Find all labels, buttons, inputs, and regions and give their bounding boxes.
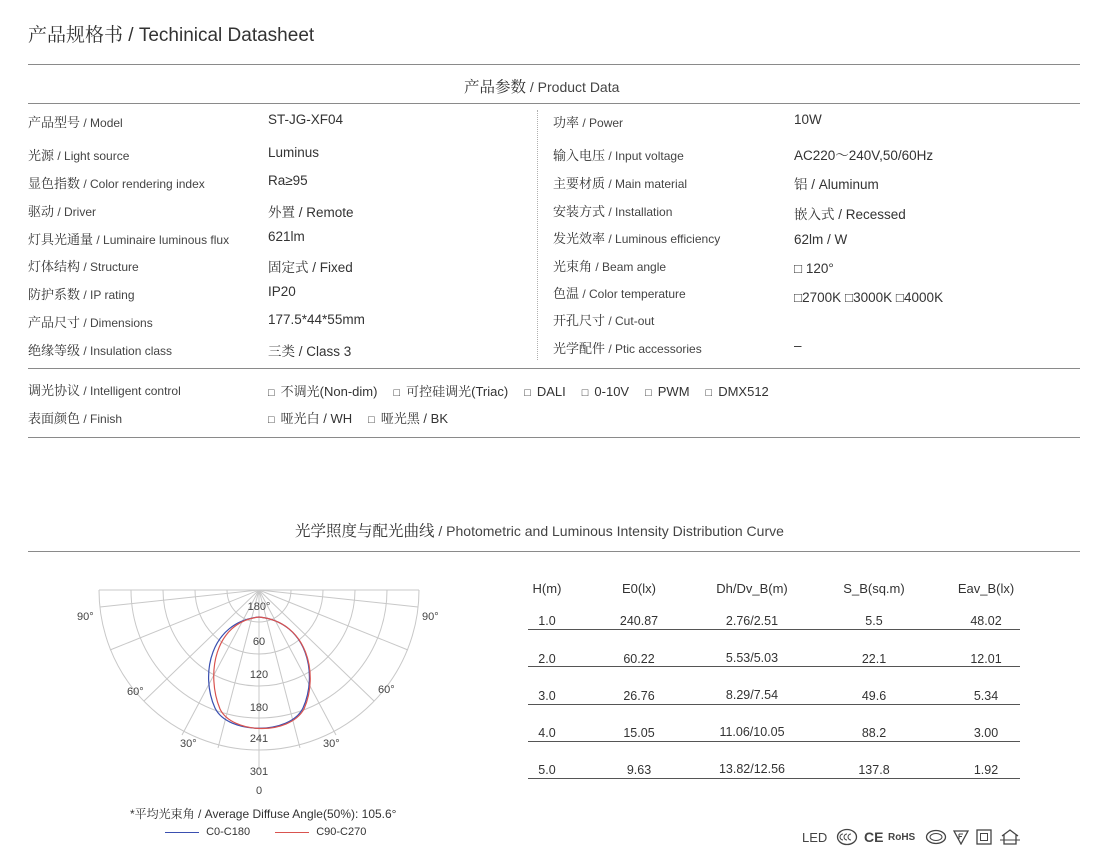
- spec-label-zh: 色温: [553, 286, 580, 301]
- angle-label: 30°: [180, 738, 197, 750]
- divider: [28, 368, 1080, 369]
- table-cell: 5.5: [865, 614, 883, 628]
- spec-label: [553, 201, 672, 220]
- control-option[interactable]: [393, 381, 508, 400]
- checkbox-icon[interactable]: □: [524, 387, 531, 399]
- table-cell: 9.63: [626, 763, 652, 777]
- option-label: 哑光白 / WH: [280, 411, 353, 426]
- spec-value-insulation: 三类 / Class 3: [268, 344, 352, 359]
- spec-value-optics: –: [794, 338, 802, 353]
- legend-swatch-c90: [275, 832, 309, 833]
- table-row-line: [528, 666, 1020, 667]
- spec-label-zh: 光学配件: [553, 341, 606, 356]
- spec-value-ip: IP20: [268, 284, 296, 299]
- table-cell: 2.76/2.51: [725, 614, 779, 628]
- spec-label: [28, 229, 229, 248]
- table-cell: 15.05: [623, 726, 655, 740]
- radial-label: 301: [249, 766, 269, 778]
- spec-value-beam-angle: □ 120°: [794, 261, 834, 276]
- spec-label-en: / IP rating: [80, 288, 135, 302]
- checkbox-icon[interactable]: □: [368, 414, 375, 426]
- control-option[interactable]: [645, 384, 689, 399]
- spec-label-zh: 开孔尺寸: [553, 313, 606, 328]
- spec-label-zh: 灯具光通量: [28, 232, 94, 247]
- angle-label: 60°: [378, 684, 395, 696]
- spec-value-efficiency: 62lm / W: [794, 232, 848, 247]
- checkbox-icon[interactable]: □: [268, 414, 275, 426]
- table-cell: 11.06/10.05: [719, 725, 785, 739]
- spec-label-en: / Cut-out: [605, 314, 655, 328]
- divider: [28, 64, 1080, 65]
- option-label: PWM: [657, 384, 690, 399]
- spec-label: [553, 256, 666, 275]
- option-label: 0-10V: [594, 384, 630, 399]
- table-cell: 240.87: [619, 614, 659, 628]
- spec-label-zh: 功率: [553, 115, 580, 130]
- spec-label: [28, 340, 172, 359]
- spec-label-en: / Dimensions: [80, 316, 153, 330]
- spec-label-en: / Luminous efficiency: [605, 232, 721, 246]
- ccc-icon: [836, 828, 858, 846]
- table-cell: 48.02: [970, 614, 1002, 628]
- table-cell: 26.76: [623, 689, 655, 703]
- divider: [28, 551, 1080, 552]
- checkbox-icon[interactable]: □: [581, 387, 589, 399]
- product-data-title-zh: 产品参数: [464, 79, 527, 96]
- angle-label: 90°: [422, 611, 439, 623]
- table-cell: 1.92: [973, 763, 999, 777]
- finish-label-zh: 表面颜色: [28, 411, 81, 426]
- bottom-label: 0: [255, 785, 263, 797]
- table-cell: 22.1: [861, 652, 887, 666]
- spec-label-en: / Driver: [54, 205, 97, 219]
- table-cell: 5.0: [538, 763, 556, 777]
- spec-label-zh: 安装方式: [553, 204, 606, 219]
- spec-label: [553, 173, 687, 192]
- spec-label-en: / Color temperature: [579, 287, 686, 301]
- finish-option[interactable]: [268, 408, 352, 427]
- spec-label: [553, 283, 686, 302]
- photometric-title: [295, 519, 784, 541]
- finish-label: [28, 408, 122, 427]
- finish-options: [268, 408, 464, 427]
- spec-label-zh: 显色指数: [28, 176, 81, 191]
- spec-label-zh: 驱动: [28, 204, 55, 219]
- polar-legend: [165, 826, 366, 838]
- divider: [28, 103, 1080, 104]
- spec-label-en: / Ptic accessories: [605, 342, 702, 356]
- table-cell: 13.82/12.56: [718, 762, 786, 776]
- option-label: DALI: [536, 384, 566, 399]
- spec-label-zh: 灯体结构: [28, 259, 81, 274]
- spec-value-cri: Ra≥95: [268, 173, 308, 188]
- polar-diagram: [60, 570, 470, 800]
- ce-mark: CE: [864, 829, 884, 845]
- f-mark-icon: [953, 829, 969, 845]
- spec-label: [28, 201, 96, 220]
- polar-spoke: [259, 590, 408, 650]
- table-cell: 3.00: [973, 726, 999, 740]
- divider: [28, 437, 1080, 438]
- spec-label-en: / Structure: [80, 260, 139, 274]
- spec-label: [28, 173, 205, 192]
- spec-label: [553, 112, 623, 131]
- polar-spoke: [110, 590, 259, 650]
- checkbox-icon[interactable]: □: [645, 387, 652, 399]
- finish-label-en: / Finish: [80, 412, 123, 426]
- spec-label-zh: 光束角: [553, 259, 593, 274]
- spec-value-material: 铝 / Aluminum: [794, 177, 879, 192]
- spec-value-driver: 外置 / Remote: [268, 205, 354, 220]
- option-label: DMX512: [718, 384, 769, 399]
- spec-label-zh: 主要材质: [553, 176, 606, 191]
- table-row-line: [528, 704, 1020, 705]
- spec-label-en: / Power: [579, 116, 624, 130]
- spec-label-en: / Main material: [605, 177, 688, 191]
- radial-label: 241: [249, 733, 269, 745]
- finish-option[interactable]: [368, 408, 448, 427]
- control-label-zh: 调光协议: [28, 383, 81, 398]
- spec-label-zh: 产品型号: [28, 115, 81, 130]
- option-label: 不调光(Non-dim): [280, 384, 378, 399]
- spec-value-light-source: Luminus: [268, 145, 320, 160]
- table-cell: 3.0: [538, 689, 556, 703]
- radial-label: 120: [249, 669, 269, 681]
- option-label: 哑光黑 / BK: [380, 411, 448, 426]
- spec-label: [553, 310, 654, 329]
- spec-label-en: / Installation: [605, 205, 673, 219]
- spec-label: [553, 338, 702, 357]
- spec-value-installation: 嵌入式 / Recessed: [794, 207, 906, 222]
- table-row-line: [528, 629, 1020, 630]
- column-divider: [537, 110, 538, 360]
- photometric-title-zh: 光学照度与配光曲线: [295, 523, 435, 540]
- table-header: H(m): [532, 581, 562, 596]
- option-label: 可控硅调光(Triac): [406, 384, 509, 399]
- polar-spoke: [259, 590, 418, 607]
- table-cell: 60.22: [623, 652, 655, 666]
- table-cell: 5.34: [973, 689, 999, 703]
- spec-label: [553, 228, 720, 247]
- spec-label-zh: 发光效率: [553, 231, 606, 246]
- radial-label: 180: [249, 702, 269, 714]
- table-cell: 88.2: [861, 726, 887, 740]
- pse-icon: [925, 829, 947, 845]
- spec-label-zh: 绝缘等级: [28, 343, 81, 358]
- spec-label-en: / Light source: [54, 149, 130, 163]
- spec-label-en: / Input voltage: [605, 149, 684, 163]
- legend-label: C90-C270: [316, 826, 367, 838]
- spec-value-dimensions: 177.5*44*55mm: [268, 312, 365, 327]
- class-ii-icon: [976, 829, 992, 845]
- spec-label: [28, 112, 123, 131]
- spec-label-en: / Beam angle: [592, 260, 667, 274]
- spec-value-power: 10W: [794, 112, 822, 127]
- checkbox-icon[interactable]: □: [393, 387, 401, 399]
- angle-label: 60°: [127, 686, 144, 698]
- rohs-mark: RoHS: [888, 832, 916, 843]
- spec-label-zh: 防护系数: [28, 287, 81, 302]
- control-option[interactable]: [706, 384, 769, 399]
- table-row-line: [528, 778, 1020, 779]
- angle-label: 30°: [323, 738, 340, 750]
- spec-value-model: ST-JG-XF04: [268, 112, 344, 127]
- angle-label: 90°: [77, 611, 94, 623]
- polar-spoke: [100, 590, 259, 607]
- table-cell: 5.53/5.03: [725, 651, 779, 665]
- legend-label: C0-C180: [206, 826, 251, 838]
- spec-label-zh: 光源: [28, 148, 55, 163]
- spec-label-en: / Color rendering index: [80, 177, 205, 191]
- insulation-cover-icon: [1000, 828, 1020, 846]
- spec-label: [28, 312, 153, 331]
- spec-label-en: / Luminaire luminous flux: [93, 233, 230, 247]
- checkbox-icon[interactable]: □: [705, 387, 713, 399]
- page-title: 产品规格书 / Techinical Datasheet: [28, 25, 315, 46]
- control-option[interactable]: [582, 384, 629, 399]
- table-cell: 49.6: [861, 689, 887, 703]
- table-header: Dh/Dv_B(m): [716, 581, 788, 596]
- table-cell: 1.0: [538, 614, 556, 628]
- product-data-title: [464, 75, 619, 97]
- spec-label: [28, 284, 135, 303]
- control-label-en: / Intelligent control: [80, 384, 181, 398]
- table-cell: 2.0: [538, 652, 556, 666]
- legend-swatch-c0: [165, 832, 199, 833]
- spec-value-structure: 固定式 / Fixed: [268, 260, 353, 275]
- control-option[interactable]: [524, 384, 566, 399]
- top-label: 180°: [247, 601, 271, 613]
- photometric-title-en: / Photometric and Luminous Intensity Distribution Curve: [434, 523, 784, 539]
- table-cell: 137.8: [858, 763, 890, 777]
- spec-label: [28, 256, 139, 275]
- polar-caption: *平均光束角 / Average Diffuse Angle(50%): 105.6°: [130, 807, 397, 821]
- radial-label: 60: [252, 636, 266, 648]
- product-data-title-en: / Product Data: [526, 79, 620, 95]
- spec-value-flux: 621lm: [268, 229, 305, 244]
- control-option[interactable]: [268, 381, 377, 400]
- control-options: [268, 381, 785, 400]
- table-cell: 12.01: [970, 652, 1002, 666]
- spec-value-voltage: AC220～240V,50/60Hz: [794, 148, 934, 163]
- checkbox-icon[interactable]: □: [268, 387, 275, 399]
- polar-spoke: [259, 590, 336, 735]
- table-cell: 4.0: [538, 726, 556, 740]
- spec-label: [553, 145, 684, 164]
- spec-label-zh: 产品尺寸: [28, 315, 81, 330]
- spec-label-en: / Model: [80, 116, 123, 130]
- table-header: E0(lx): [622, 581, 656, 596]
- spec-label-zh: 输入电压: [553, 148, 606, 163]
- table-row-line: [528, 741, 1020, 742]
- table-cell: 8.29/7.54: [725, 688, 779, 702]
- control-label: [28, 380, 181, 399]
- spec-label-en: / Insulation class: [80, 344, 173, 358]
- led-mark: LED: [802, 830, 828, 845]
- table-header: Eav_B(lx): [957, 581, 1015, 596]
- spec-label: [28, 145, 129, 164]
- spec-value-cct: □2700K □3000K □4000K: [794, 290, 944, 305]
- table-header: S_B(sq.m): [843, 581, 905, 596]
